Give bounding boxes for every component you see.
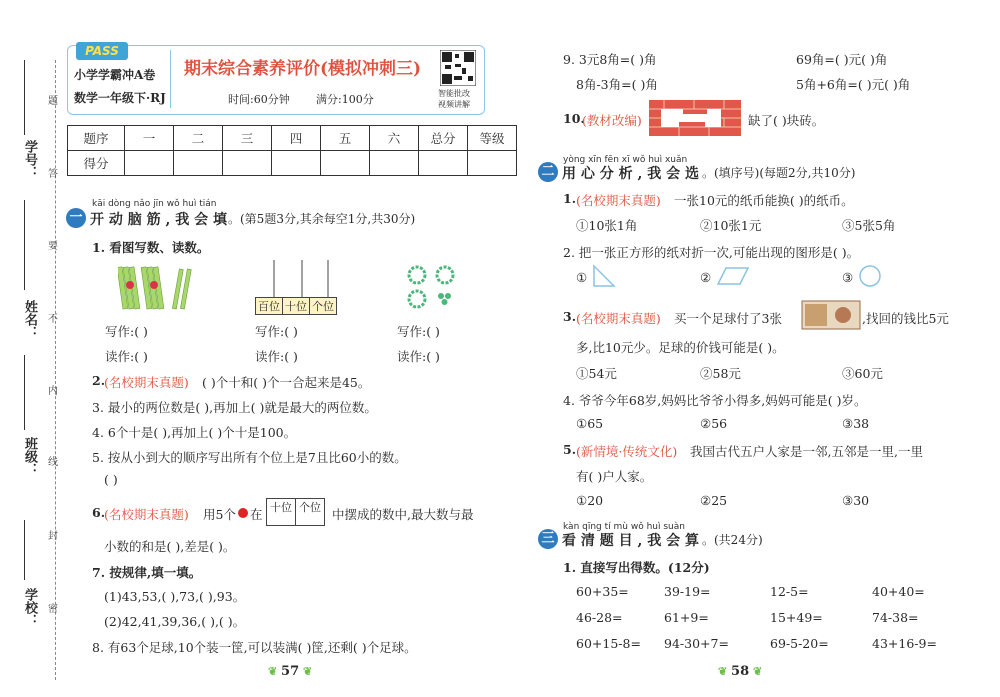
calc-item[interactable]: 61+9= [664,610,709,625]
leaf-icon: ❦ [268,665,282,678]
q9-c: 8角-3角=( )角 [576,77,658,92]
score-cell[interactable] [272,151,321,176]
write-blank[interactable]: 写作:( ) [255,324,298,339]
calc-item[interactable]: 60+35= [576,584,629,599]
q4-text: 4. 6个十是( ),再加上( )个十是100。 [92,425,297,440]
seal-char: 答 [48,169,58,180]
q6-text-a: 用5个 [203,507,236,522]
q6-tag: (名校期末真题) [104,507,189,522]
score-table [67,125,517,176]
s2q2-text: 2. 把一张正方形的纸对折一次,可能出现的图形是( )。 [563,245,860,260]
calc-item[interactable]: 46-28= [576,610,623,625]
q6-text-c: 中摆成的数中,最大数与最 [332,507,474,522]
s2q3-line2: 多,比10元少。足球的价钱可能是( )。 [576,340,785,355]
s2q5-tag: (新情境·传统文化) [576,444,678,459]
seal-char: 要 [48,241,58,252]
q9-d: 5角+6角=( )元( )角 [796,77,911,92]
section1-title: 开 动 脑 筋 , 我 会 填 [90,212,227,228]
triangle-shape-icon [592,264,618,288]
section3-number: 三 [538,529,558,549]
option[interactable]: ③ [842,270,854,285]
section2-number: 二 [538,162,558,182]
number-label: 学号： [22,140,37,179]
name-label: 姓名： [22,300,37,339]
banknote-picture [801,300,861,330]
s2q5-number: 5. [563,442,577,457]
page-number-right [718,664,762,679]
option[interactable]: ②56 [700,416,728,431]
option[interactable]: ③60元 [842,366,883,381]
qr-caption: 智能批改 [438,89,470,98]
table-cell: 四 [272,126,321,151]
option[interactable]: ①65 [576,416,604,431]
red-dot-icon [238,508,248,518]
s2q3-text-a: 买一个足球付了3张 [674,311,782,326]
table-cell: 二 [174,126,223,151]
seal-char: 不 [48,314,58,325]
option[interactable]: ②25 [700,493,728,508]
s2q3-tag: (名校期末真题) [576,311,661,326]
place-column: 个位 [299,501,321,514]
q9-b: 69角=( )元( )角 [796,52,888,67]
number-underline [24,60,26,135]
s2q5-line2: 有( )户人家。 [576,469,653,484]
seal-char: 封 [48,531,58,542]
section1-number: 一 [66,208,86,228]
page-number: 58 [731,664,750,679]
option[interactable]: ①10张1角 [576,218,638,233]
seal-char: 线 [48,457,58,468]
read-blank[interactable]: 读作:( ) [397,349,440,364]
calc-item[interactable]: 60+15-8= [576,636,641,651]
option[interactable]: ③38 [842,416,870,431]
rings-picture [405,263,465,313]
option[interactable]: ②10张1元 [700,218,762,233]
option[interactable]: ①20 [576,493,604,508]
s2q4-text: 4. 爷爷今年68岁,妈妈比爷爷小得多,妈妈可能是( )岁。 [563,393,867,408]
score-cell[interactable] [174,151,223,176]
read-blank[interactable]: 读作:( ) [105,349,148,364]
table-cell: 题序 [68,126,125,151]
option[interactable]: ②58元 [700,366,741,381]
table-cell: 一 [125,126,174,151]
option[interactable]: ① [576,270,588,285]
q8-text: 8. 有63个足球,10个装一筐,可以装满( )筐,还剩( )个足球。 [92,640,417,655]
abacus-label: 百位 [256,298,283,314]
q5-text: 5. 按从小到大的顺序写出所有个位上是7且比60小的数。 [92,450,407,465]
section2-title: 用 心 分 析 , 我 会 选 [562,166,699,182]
series-name: 小学学霸冲A卷 [74,68,156,82]
score-cell[interactable] [468,151,517,176]
exam-header [67,45,485,115]
school-underline [24,520,26,580]
section3-pinyin: kàn qīng tí mù wǒ huì suàn [563,522,685,532]
q10-tag: (教材改编) [582,113,642,128]
seal-char: 密 [48,604,58,615]
calc-item[interactable]: 39-19= [664,584,711,599]
calc-item[interactable]: 94-30+7= [664,636,729,651]
calc-item[interactable]: 69-5-20= [770,636,829,651]
qr-caption: 视频讲解 [438,100,470,109]
q2-tag: (名校期末真题) [104,375,189,390]
section3-title: 看 清 题 目 , 我 会 算 [562,533,699,549]
q5-answer-blank[interactable]: ( ) [104,472,118,487]
q10-text: 缺了( )块砖。 [748,113,825,128]
q3-text: 3. 最小的两位数是( ),再加上( )就是最大的两位数。 [92,400,377,415]
q1-text: 1. 看图写数、读数。 [92,240,210,255]
q6-number: 6. [92,505,106,520]
header-divider [170,50,171,108]
q10-number: 10. [563,111,585,126]
abacus-label: 十位 [283,298,310,314]
option[interactable]: ② [700,270,712,285]
qr-code-icon[interactable] [440,50,476,86]
school-label: 学校： [22,588,37,627]
s2q1-tag: (名校期末真题) [576,193,661,208]
page-number-left [268,664,312,679]
leaf-icon: ❦ [749,665,763,678]
q6-text-b: 在 [250,507,263,522]
section1-note: 。(第5题3分,其余每空1分,共30分) [228,212,416,226]
table-cell: 得分 [68,151,125,176]
abacus-label: 个位 [312,300,334,313]
option[interactable]: ①54元 [576,366,617,381]
write-blank[interactable]: 写作:( ) [105,324,148,339]
calc-item[interactable]: 74-38= [872,610,919,625]
abacus-picture [262,258,342,300]
abacus-place-labels [255,297,337,315]
q7-part2: (2)42,41,39,36,( ),( )。 [104,614,246,629]
q6-line2: 小数的和是( ),差是( )。 [104,539,236,554]
read-blank[interactable]: 读作:( ) [255,349,298,364]
exam-time: 时间:60分钟 [228,93,290,106]
q9-a: 9. 3元8角=( )角 [563,52,657,67]
calc-item[interactable]: 15+49= [770,610,823,625]
calc-item[interactable]: 43+16-9= [872,636,937,651]
q2-text: ( )个十和( )个一合起来是45。 [202,375,371,390]
score-cell[interactable] [223,151,272,176]
q7-text: 7. 按规律,填一填。 [92,565,202,580]
seal-char: 内 [48,386,58,397]
write-blank[interactable]: 写作:( ) [397,324,440,339]
class-underline [24,355,26,430]
table-cell: 六 [370,126,419,151]
leaf-icon: ❦ [718,665,732,678]
brand-logo: PASS [76,42,128,60]
s2q5-text: 我国古代五户人家是一邻,五邻是一里,一里 [690,444,923,459]
page-number: 57 [281,664,300,679]
score-cell[interactable] [125,151,174,176]
calc-item[interactable]: 40+40= [872,584,925,599]
q7-part1: (1)43,53,( ),73,( ),93。 [104,589,246,604]
table-cell: 五 [321,126,370,151]
q6-place-chart [266,498,325,526]
sticks-picture [118,263,198,313]
brick-wall-picture [649,100,741,136]
section2-pinyin: yòng xīn fēn xī wǒ huì xuǎn [563,155,688,165]
table-cell: 总分 [419,126,468,151]
circle-shape-icon [858,264,882,288]
exam-title: 期末综合素养评价(模拟冲刺三) [184,59,422,79]
s2q1-text: 一张10元的纸币能换( )的纸币。 [674,193,854,208]
section3-note: 。(共24分) [702,533,763,547]
class-label: 班级： [22,437,37,476]
table-row [68,126,517,151]
table-cell: 等级 [468,126,517,151]
leaf-icon: ❦ [299,665,313,678]
full-score: 满分:100分 [316,93,374,106]
grade-edition: 数学一年级下·RJ [74,91,166,105]
section2-note: 。(填序号)(每题2分,共10分) [702,166,856,180]
score-cell[interactable] [370,151,419,176]
table-cell: 三 [223,126,272,151]
s2q3-number: 3. [563,309,577,324]
calc-item[interactable]: 12-5= [770,584,809,599]
s2q3-text-b: ,找回的钱比5元 [862,311,949,326]
option[interactable]: ③30 [842,493,870,508]
option[interactable]: ③5张5角 [842,218,896,233]
table-row [68,151,517,176]
s2q1-number: 1. [563,191,577,206]
section1-pinyin: kāi dòng nǎo jīn wǒ huì tián [92,199,217,209]
s3q1-text: 1. 直接写出得数。(12分) [563,560,710,575]
place-column: 十位 [267,499,296,525]
q2-number: 2. [92,373,106,388]
seal-char: 题 [48,96,58,107]
score-cell[interactable] [321,151,370,176]
score-cell[interactable] [419,151,468,176]
seal-line [55,60,56,680]
name-underline [24,200,26,290]
parallelogram-shape-icon [716,266,750,286]
